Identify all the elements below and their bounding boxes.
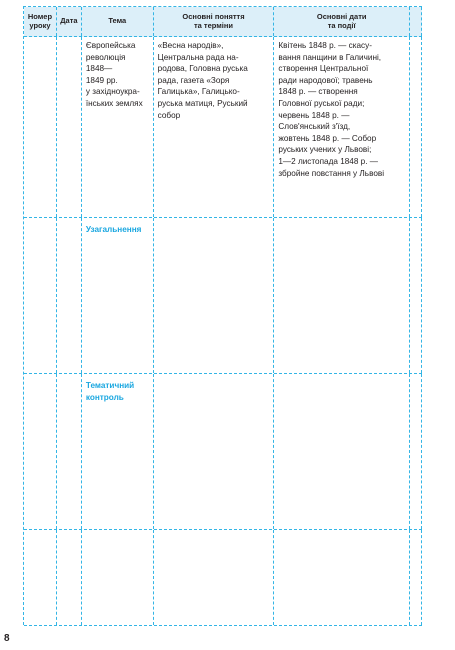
table-row bbox=[24, 530, 422, 626]
extra-cell bbox=[410, 374, 422, 529]
table-row bbox=[24, 218, 422, 374]
concepts-cell: «Весна народів», Центральна рада на- родова, Головна руська рада, газета «Зоря Галицька», Галицько- руська матиця, Руський собор bbox=[154, 37, 275, 217]
date-cell[interactable] bbox=[57, 37, 82, 217]
lesson-number-cell[interactable] bbox=[24, 374, 57, 529]
extra-cell bbox=[410, 218, 422, 373]
table-row bbox=[24, 374, 422, 530]
table-row bbox=[24, 37, 422, 218]
header-theme: Тема bbox=[82, 7, 154, 36]
date-cell[interactable] bbox=[57, 374, 82, 529]
lesson-number-cell[interactable] bbox=[24, 530, 57, 625]
concepts-cell bbox=[154, 374, 275, 529]
lesson-number-cell[interactable] bbox=[24, 218, 57, 373]
page-number: 8 bbox=[4, 633, 10, 644]
header-concepts: Основні поняття та терміни bbox=[154, 7, 275, 36]
events-cell bbox=[274, 218, 410, 373]
theme-cell: Європейська революція 1848— 1849 рр. у західноукра- їнських землях bbox=[82, 37, 154, 217]
extra-cell bbox=[410, 530, 422, 625]
theme-cell-control: Тематичний контроль bbox=[82, 374, 154, 529]
events-cell: Квітень 1848 р. — скасу- вання панщини в Галичині, створення Центральної ради народової; травень 1848 р. — створення Головної руської ради; червень 1848 р. — Слов'янський з'їзд, жовтень 1848 р. — Собор руських учених у Львові; 1—2 листопада 1848 р. — збройне повстання у Львові bbox=[274, 37, 410, 217]
date-cell[interactable] bbox=[57, 530, 82, 625]
events-cell bbox=[274, 530, 410, 625]
theme-cell bbox=[82, 530, 154, 625]
date-cell[interactable] bbox=[57, 218, 82, 373]
concepts-cell bbox=[154, 218, 275, 373]
extra-cell bbox=[410, 37, 422, 217]
theme-cell-summary: Узагальнення bbox=[82, 218, 154, 373]
lesson-number-cell[interactable] bbox=[24, 37, 57, 217]
header-date: Дата bbox=[57, 7, 82, 36]
table-header-row bbox=[24, 7, 422, 37]
header-extra bbox=[410, 7, 422, 36]
header-dates-events: Основні дати та події bbox=[274, 7, 410, 36]
header-lesson-number: Номер уроку bbox=[24, 7, 57, 36]
lesson-table bbox=[23, 6, 422, 625]
concepts-cell bbox=[154, 530, 275, 625]
events-cell bbox=[274, 374, 410, 529]
